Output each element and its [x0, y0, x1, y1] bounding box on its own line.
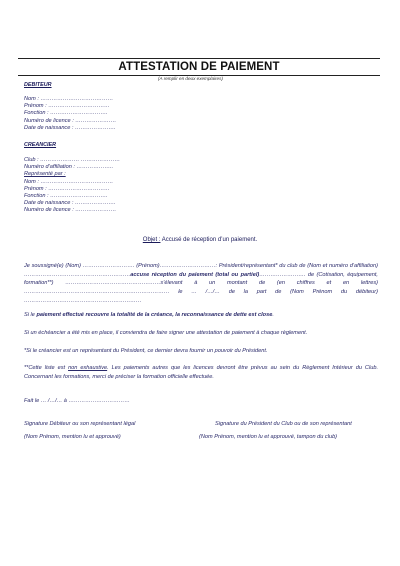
- objet-line: [0, 237, 400, 243]
- objet-label: Objet :: [142, 237, 161, 243]
- rep-fonction-field: Fonction : ………………………….: [24, 193, 108, 200]
- debiteur-naissance-field: Date de naissance : ………………….: [24, 124, 116, 131]
- main-paragraph-part3: ……………………. de (Cotisation, équipement, formation**) ……………………………………………s’élevant à un montant de (en chiffres et en lettres) …………………………………………………………………… le … /…/… de la part de (Nom Prénom du débiteur) ………………………………………………………: [24, 271, 378, 304]
- debiteur-prenom-field: Prénom : ……………………………: [24, 103, 110, 110]
- para-echeancier: Si un échéancier a été mis en place, il conviendra de faire signer une attestation de paiement à chaque règlement.: [24, 330, 308, 336]
- para-total-prefix: Si le: [24, 312, 37, 318]
- para-total: [24, 311, 378, 320]
- debiteur-fields: [24, 96, 116, 132]
- mention-president: (Nom Prénom, mention lu et approuvé, tampon du club): [199, 434, 338, 440]
- mention-debiteur: (Nom Prénom, mention lu et approuvé): [24, 434, 121, 440]
- represente-par-label: Représenté par :: [24, 171, 66, 178]
- signature-president-label: Signature du Président du Club ou de son représentant: [215, 421, 352, 427]
- para-total-suffix: .: [272, 312, 274, 318]
- rep-prenom-field: Prénom : ……………………………: [24, 185, 110, 192]
- creancier-club-field: Club : ………………… …………………: [24, 157, 121, 163]
- para-note-president: *Si le créancier est un représentant du Président, ce dernier devra fournir un pouvoir du Président.: [24, 348, 268, 354]
- para-note-liste-underlined: non exhaustive: [68, 365, 108, 371]
- creancier-affiliation-field: Numéro d’affiliation : ………………..: [24, 164, 114, 171]
- para-note-liste-prefix: **Cette liste est: [24, 365, 69, 371]
- main-paragraph-bold: accuse réception du paiement (total ou partiel): [130, 271, 260, 278]
- debiteur-licence-field: Numéro de licence : ………………….: [24, 117, 117, 124]
- para-note-liste-suffix: . Les paiements autres que les licences devront être prévus au sein du Règlement Intérieur du Club. Concernant les formations, merci de préciser la formation officielle effectuée.: [24, 365, 378, 380]
- fait-le-line: Fait le … /…/… à ……………………………: [24, 398, 130, 404]
- rep-licence-field: Numéro de licence : ………………….: [24, 207, 117, 214]
- document-title: ATTESTATION DE PAIEMENT: [18, 58, 380, 76]
- para-total-bold: paiement effectué recouvre la totalité de la créance, la reconnaissance de dette est close: [36, 312, 273, 318]
- main-paragraph-part1: Je soussigné(e) (Nom) ………………………. (Prénom)…………………………: Président/représentant* du club de (Nom et numéro d’affiliation) …………………………………………………: [24, 263, 378, 278]
- para-note-liste: [24, 364, 378, 381]
- debiteur-fonction-field: Fonction : ………………………….: [24, 110, 108, 117]
- main-paragraph: [24, 262, 378, 306]
- document-subtitle: (A remplir en deux exemplaires): [158, 76, 223, 81]
- debiteur-heading: DEBITEUR: [24, 82, 52, 88]
- rep-nom-field: Nom : …………………………………: [24, 178, 114, 185]
- creancier-heading: CREANCIER: [24, 142, 57, 148]
- debiteur-nom-field: Nom : …………………………………: [24, 96, 114, 102]
- creancier-fields: [24, 157, 120, 215]
- signature-debiteur-label: Signature Débiteur ou son représentant légal: [24, 421, 136, 427]
- rep-naissance-field: Date de naissance : ………………….: [24, 200, 116, 207]
- objet-text: Accusé de réception d’un paiement.: [160, 237, 258, 243]
